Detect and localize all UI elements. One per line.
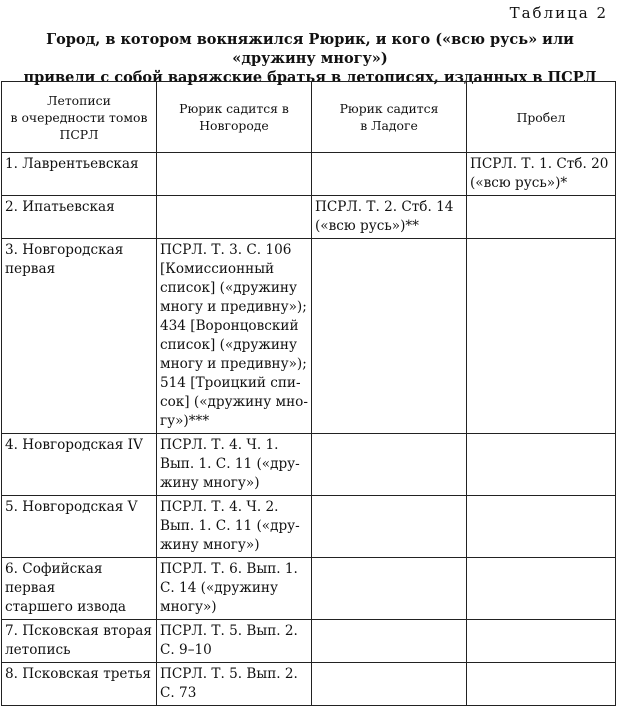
- chronicle-cell: 6. Софийская первая старшего извода: [2, 558, 157, 620]
- table-row: [2, 239, 616, 434]
- header-ladoga: Рюрик садится в Ладоге: [312, 82, 467, 153]
- novgorod-cell: ПСРЛ. Т. 5. Вып. 2. С. 73: [157, 663, 312, 706]
- header-gap: Пробел: [467, 82, 616, 153]
- novgorod-cell: ПСРЛ. Т. 3. С. 106 [Комиссионный список] («дружину многу и предивну»); 434 [Воронцовский список] («дружину многу и предивну»); 514 [Троицкий спи- сок] («дружину мно- гу»)***: [157, 239, 312, 434]
- gap-cell: [467, 663, 616, 706]
- table-row: [2, 496, 616, 558]
- chronicle-cell: 8. Псковская третья: [2, 663, 157, 706]
- novgorod-cell: ПСРЛ. Т. 4. Ч. 1. Вып. 1. С. 11 («дру- жину многу»): [157, 434, 312, 496]
- chronicle-cell: 5. Новгородская V: [2, 496, 157, 558]
- ladoga-cell: [312, 153, 467, 196]
- header-novgorod: Рюрик садится в Новгороде: [157, 82, 312, 153]
- chronicle-cell: 2. Ипатьевская: [2, 196, 157, 239]
- table-title: Город, в котором вокняжился Рюрик, и кого («всю русь» или «дружину многу») привели с собой варяжские братья в летописях, изданных в ПСРЛ: [23, 31, 597, 86]
- gap-cell: [467, 558, 616, 620]
- ladoga-cell: ПСРЛ. Т. 2. Стб. 14 («всю русь»)**: [312, 196, 467, 239]
- gap-cell: ПСРЛ. Т. 1. Стб. 20 («всю русь»)*: [467, 153, 616, 196]
- gap-cell: [467, 496, 616, 558]
- table-label: Таблица 2: [509, 4, 608, 22]
- ladoga-cell: [312, 620, 467, 663]
- ladoga-cell: [312, 496, 467, 558]
- ladoga-cell: [312, 558, 467, 620]
- table-row: [2, 558, 616, 620]
- table-row: [2, 663, 616, 706]
- chronicle-cell: 4. Новгородская IV: [2, 434, 157, 496]
- header-chronicles: Летописи в очередности томов ПСРЛ: [2, 82, 157, 153]
- ladoga-cell: [312, 663, 467, 706]
- gap-cell: [467, 239, 616, 434]
- novgorod-cell: ПСРЛ. Т. 4. Ч. 2. Вып. 1. С. 11 («дру- жину многу»): [157, 496, 312, 558]
- gap-cell: [467, 434, 616, 496]
- gap-cell: [467, 196, 616, 239]
- gap-cell: [467, 620, 616, 663]
- novgorod-cell: [157, 153, 312, 196]
- chronicle-table: [1, 81, 616, 706]
- chronicle-cell: 3. Новгородская первая: [2, 239, 157, 434]
- chronicle-cell: 1. Лаврентьевская: [2, 153, 157, 196]
- novgorod-cell: [157, 196, 312, 239]
- table-row: [2, 434, 616, 496]
- table-row: [2, 153, 616, 196]
- novgorod-cell: ПСРЛ. Т. 5. Вып. 2. С. 9–10: [157, 620, 312, 663]
- ladoga-cell: [312, 239, 467, 434]
- header-row: [2, 82, 616, 153]
- ladoga-cell: [312, 434, 467, 496]
- chronicle-cell: 7. Псковская вторая летопись: [2, 620, 157, 663]
- table-row: [2, 620, 616, 663]
- table-row: [2, 196, 616, 239]
- novgorod-cell: ПСРЛ. Т. 6. Вып. 1. С. 14 («дружину многу»): [157, 558, 312, 620]
